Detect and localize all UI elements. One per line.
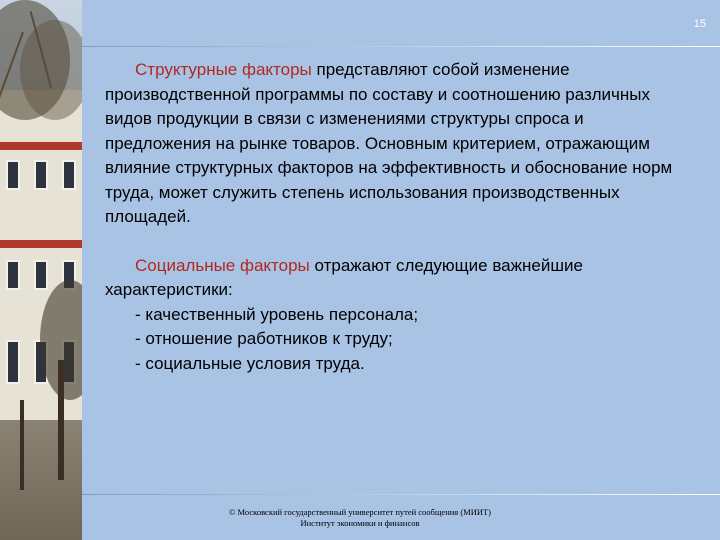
- structural-factors-paragraph: [105, 58, 675, 230]
- footer: [130, 507, 590, 529]
- bottom-divider: [82, 494, 720, 495]
- social-factors-paragraph: [105, 254, 675, 377]
- building-photo: [0, 0, 82, 540]
- structural-factors-term: Структурные факторы: [135, 60, 312, 79]
- footer-copyright: © Московский государственный университет путей сообщения (МИИТ): [228, 507, 492, 517]
- structural-factors-text: представляют собой изменение производственной программы по составу и соотношению различных видов продукции в связи с изменениями структуры спроса и предложения на рынке товаров. Основным критерием, отражающим влияние структурных факторов на эффективность и обоснование норм труда, может служить степень использования производственных площадей.: [105, 60, 673, 226]
- page-number: 15: [693, 18, 706, 30]
- footer-institute: Институт экономики и финансов: [300, 518, 420, 528]
- list-item: - отношение работников к труду;: [135, 329, 393, 348]
- pavement: [0, 420, 82, 540]
- social-factors-term: Социальные факторы: [135, 255, 310, 275]
- social-factors-text: отражают следующие важнейшие характеристики:: [105, 255, 583, 299]
- slide-body: [105, 58, 675, 376]
- list-item: - качественный уровень персонала;: [135, 304, 419, 324]
- list-item: - социальные условия труда.: [135, 353, 365, 373]
- top-divider: [82, 46, 720, 47]
